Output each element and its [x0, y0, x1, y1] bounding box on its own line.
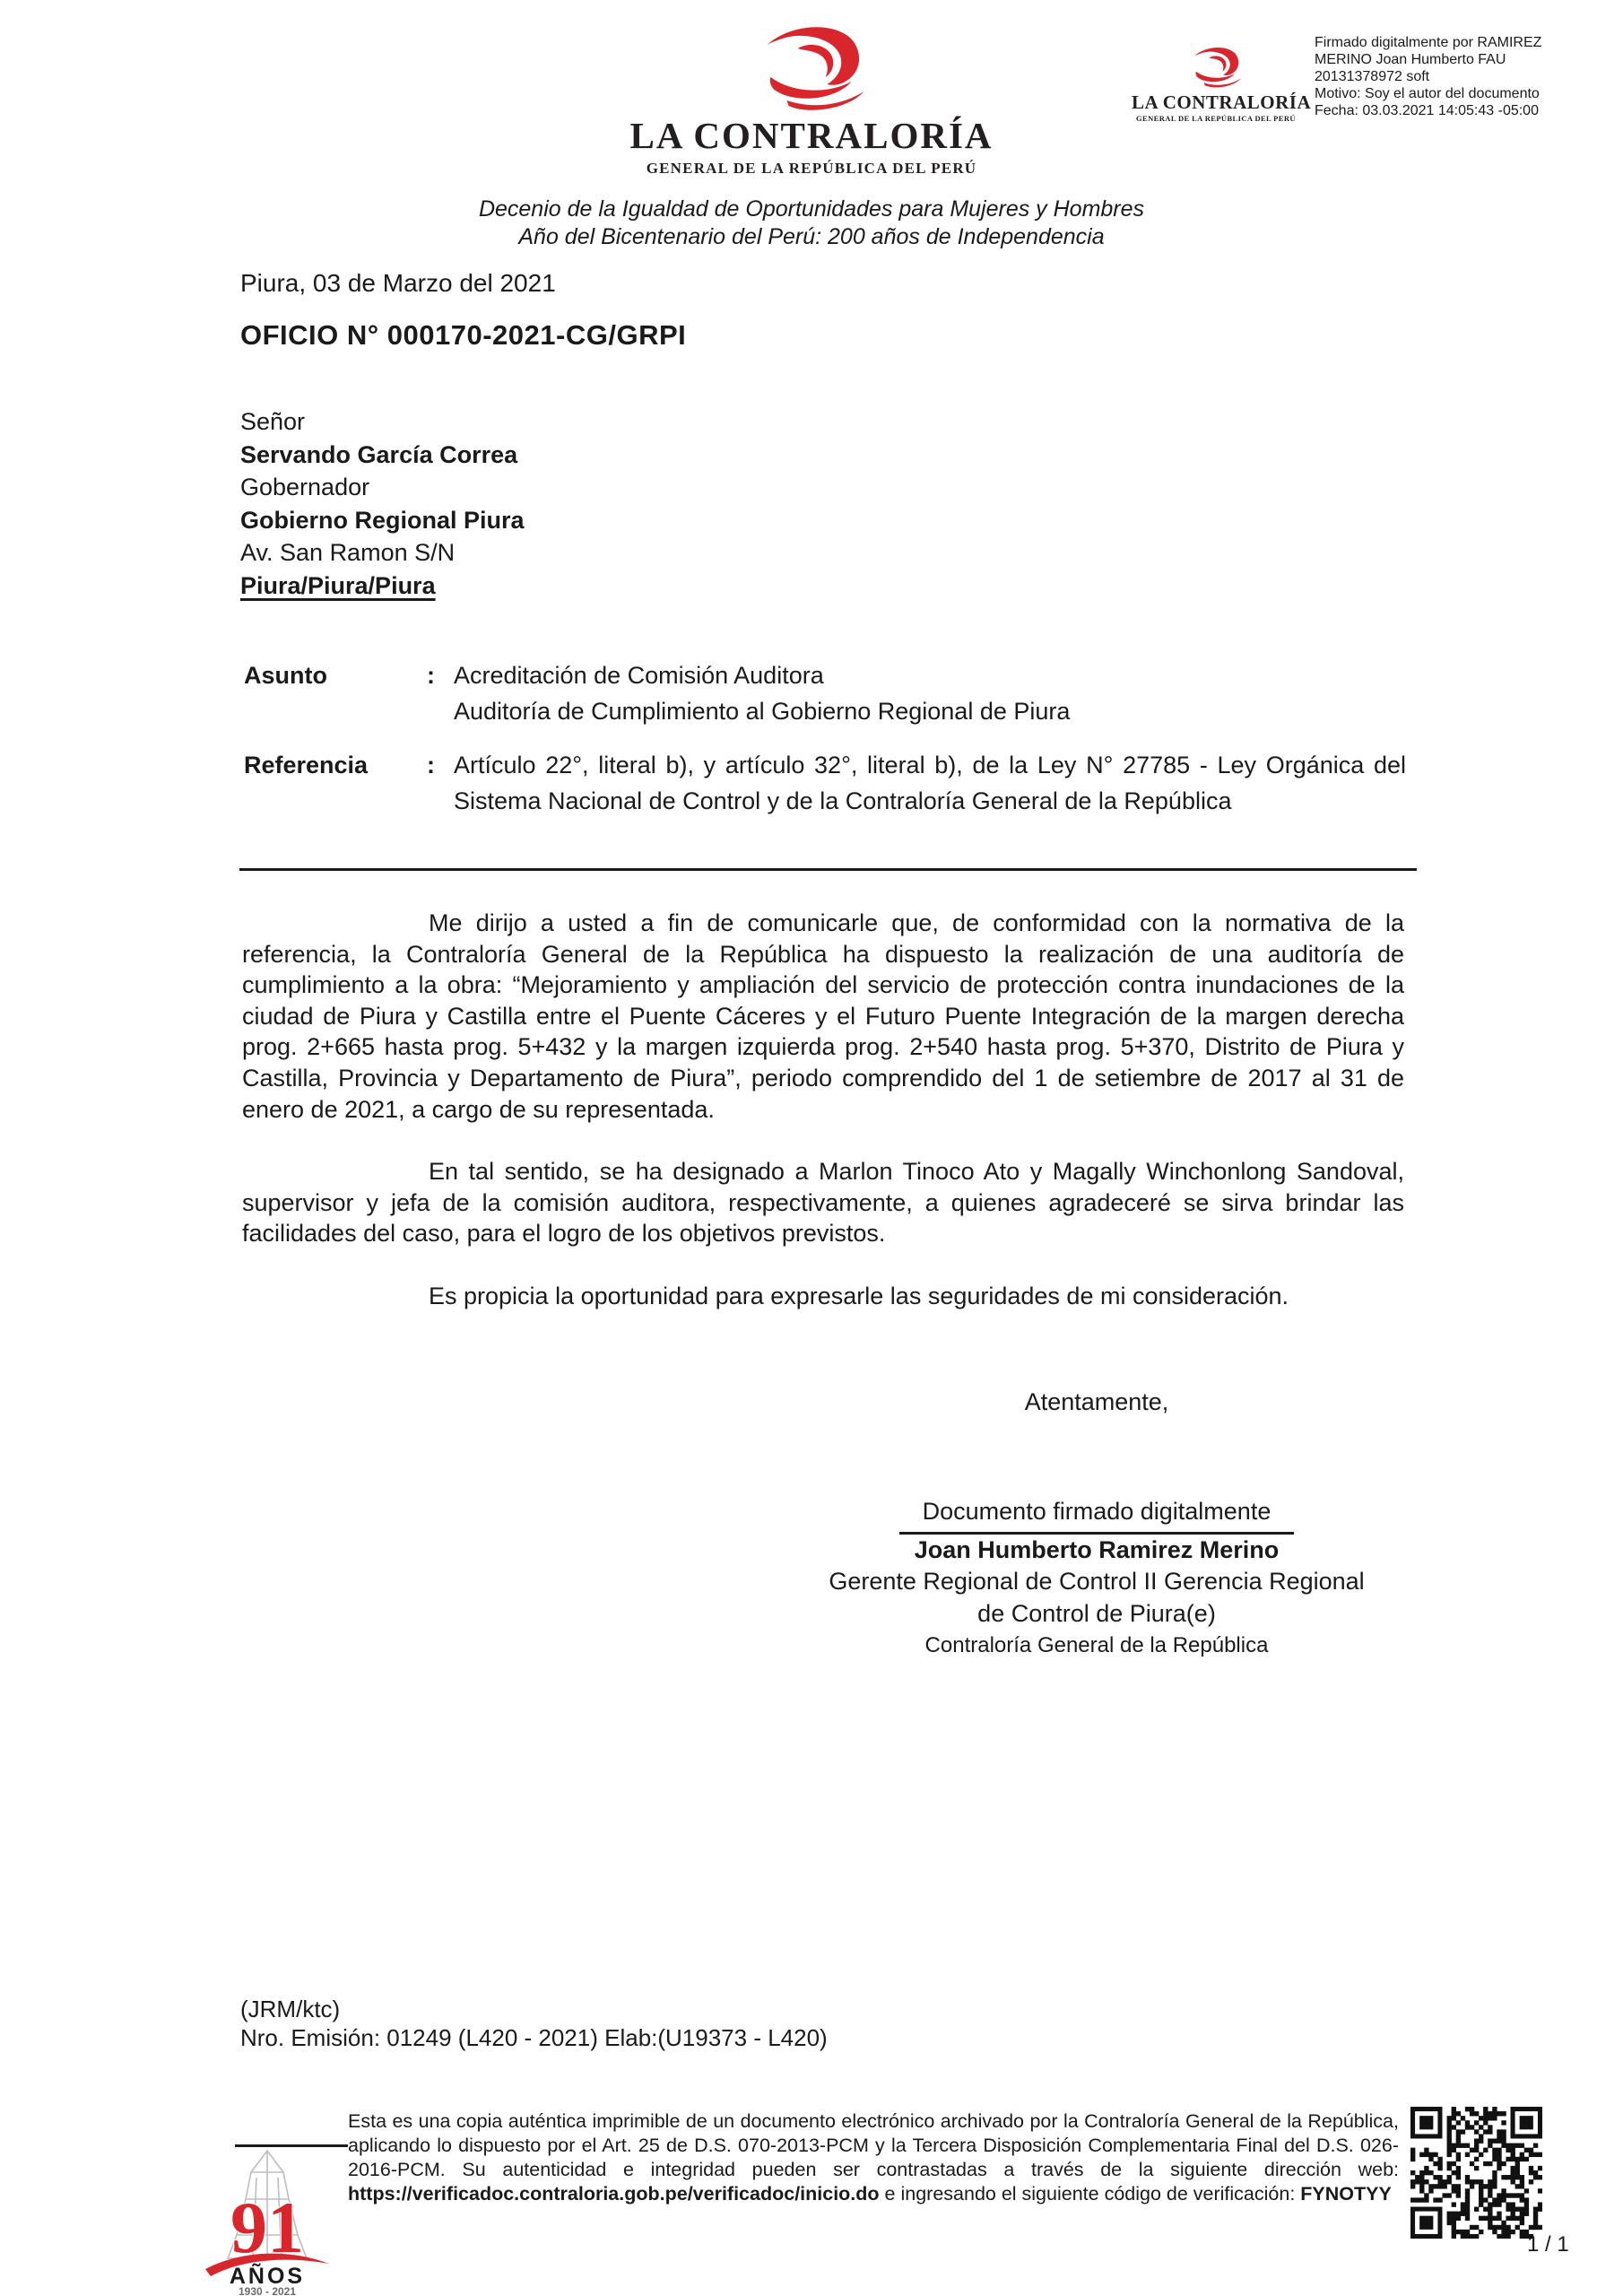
emission-line: Nro. Emisión: 01249 (L420 - 2021) Elab:(U19373 - L420): [240, 2024, 828, 2051]
reference-value: Artículo 22°, literal b), y artículo 32°, literal b), de la Ley N° 27785 - Ley Orgánica del Sistema Nacional de Control y de la Contraloría General de la República: [454, 752, 1406, 814]
subject-line-2: Auditoría de Cumplimiento al Gobierno Regional de Piura: [454, 698, 1071, 725]
stamp-logo: [1132, 34, 1312, 123]
reference-label: Referencia: [244, 752, 369, 778]
stamp-line: 20131378972 soft: [1315, 69, 1430, 84]
stamp-line: Fecha: 03.03.2021 14:05:43 -05:00: [1315, 103, 1539, 118]
stamp-line: Motivo: Soy el autor del documento: [1315, 86, 1540, 101]
recipient-role: Gobernador: [240, 474, 370, 500]
verification-note: [348, 2109, 1399, 2206]
letter-body: [242, 908, 1404, 1344]
stamp-logo-subtitle: GENERAL DE LA REPÚBLICA DEL PERÚ: [1136, 114, 1296, 123]
stamp-line: MERINO Joan Humberto FAU: [1315, 52, 1506, 67]
verification-text: Esta es una copia auténtica imprimible de un documento electrónico archivado por la Contraloría General de la República, aplicando lo dispuesto por el Art. 25 de D.S. 070-2013-PCM y la Tercera Disposición Complementaria Final del D.S. 026- 2016-PCM. Su autenticidad e integridad pueden ser contrastadas a través de la siguiente dirección web:: [348, 2110, 1399, 2180]
subject-row: [244, 657, 1406, 729]
footer-dash-line: [235, 2144, 348, 2147]
verification-text: e ingresando el siguiente código de verificación:: [879, 2183, 1301, 2205]
subject-reference-table: [244, 657, 1406, 819]
body-paragraph: Me dirijo a usted a fin de comunicarle que, de conformidad con la normativa de la referencia, la Contraloría General de la República ha dispuesto la realización de una auditoría de cumplimiento a la obra: “Mejoramiento y ampliación del servicio de protección contra inundaciones de la ciudad de Piura y Castilla entre el Puente Cáceres y el Futuro Puente Integración de la margen derecha prog. 2+665 hasta prog. 5+432 y la margen izquierda prog. 2+540 hasta prog. 5+370, Distrito de Piura y Castilla, Provincia y Departamento de Piura”, periodo comprendido del 1 de setiembre de 2017 al 31 de enero de 2021, a cargo de su representada.: [242, 909, 1404, 1123]
signer-block: [771, 1496, 1422, 1662]
anniversary-number: 91: [230, 2187, 304, 2268]
stamp-text: [1315, 34, 1623, 119]
recipient-address: Av. San Ramon S/N: [240, 539, 456, 566]
body-paragraph: En tal sentido, se ha designado a Marlon Tinoco Ato y Magally Winchonlong Sandoval, supervisor y jefa de la comisión auditora, respectivamente, a quienes agradeceré se sirva brindar las facilidades del caso, para el logro de los objetivos previstos.: [242, 1158, 1404, 1248]
signed-digitally-label: Documento firmado digitalmente: [899, 1496, 1295, 1535]
subject-line-1: Acreditación de Comisión Auditora: [454, 662, 824, 689]
stamp-line: Firmado digitalmente por RAMIREZ: [1315, 35, 1542, 50]
date-line: Piura, 03 de Marzo del 2021: [240, 269, 556, 297]
contraloria-logo: [629, 22, 993, 178]
doc-number: OFICIO N° 000170-2021-CG/GRPI: [240, 319, 687, 351]
logo-wordmark: LA CONTRALORÍA: [629, 115, 994, 156]
logo-subtitle: GENERAL DE LA REPÚBLICA DEL PERÚ: [646, 160, 977, 177]
signer-organization: Contraloría General de la República: [924, 1633, 1269, 1658]
motto-line-1: Decenio de la Igualdad de Oportunidades para Mujeres y Hombres: [478, 196, 1145, 222]
stamp-logo-wordmark: LA CONTRALORÍA: [1132, 91, 1312, 113]
signer-title-line-2: de Control de Piura(e): [977, 1599, 1216, 1627]
body-paragraph: Es propicia la oportunidad para expresarle las seguridades de mi consideración.: [429, 1282, 1289, 1309]
stamp-swoosh-icon: [1190, 45, 1242, 88]
signer-name: Joan Humberto Ramirez Merino: [914, 1535, 1280, 1563]
anniversary-91-logo: [199, 2144, 335, 2296]
initials-line: (JRM/ktc): [240, 1996, 341, 2022]
verification-url-link[interactable]: https://verificadoc.contraloria.gob.pe/verificadoc/inicio.do: [348, 2183, 880, 2205]
verification-code: FYNOTYY: [1300, 2183, 1392, 2205]
qr-code: [1410, 2107, 1542, 2239]
anniversary-range: 1930 - 2021: [238, 2285, 297, 2296]
reference-row: [244, 747, 1406, 819]
recipient-entity: Gobierno Regional Piura: [240, 506, 525, 534]
recipient-block: [240, 405, 525, 602]
signer-title-line-1: Gerente Regional de Control II Gerencia Regional: [829, 1568, 1365, 1596]
initials-block: [240, 1995, 828, 2052]
subject-label: Asunto: [244, 662, 327, 689]
motto-line-2: Año del Bicentenario del Perú: 200 años de Independencia: [518, 224, 1105, 249]
subject-value: [441, 657, 1406, 729]
anniversary-years-label: AÑOS: [229, 2264, 306, 2289]
digital-signature-stamp: [1132, 34, 1623, 123]
institutional-motto: [0, 196, 1623, 251]
recipient-location: Piura/Piura/Piura: [240, 571, 436, 599]
divider-rule: [239, 868, 1417, 871]
subject-colon: :: [427, 662, 435, 689]
recipient-name: Servando García Correa: [240, 440, 518, 468]
reference-colon: :: [427, 752, 435, 778]
contraloria-swoosh-icon: [757, 22, 866, 111]
closing-salutation: Atentamente,: [1024, 1388, 1169, 1415]
page-indicator: 1 / 1: [1527, 2232, 1569, 2257]
recipient-salutation: Señor: [240, 408, 306, 435]
